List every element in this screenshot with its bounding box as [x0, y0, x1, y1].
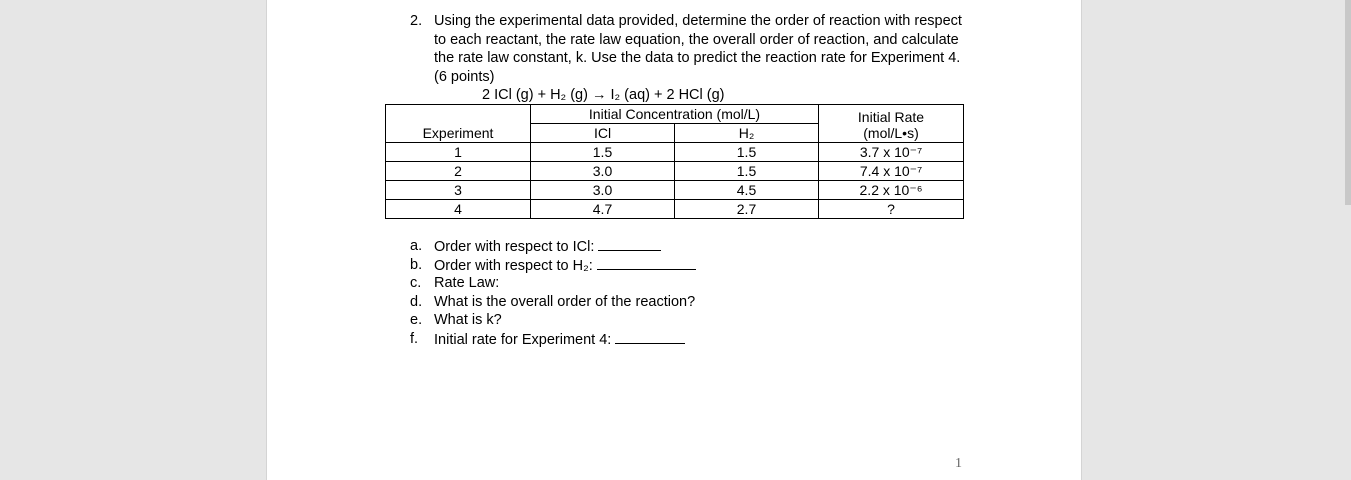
cell-icl: 3.0 — [531, 181, 675, 200]
table-row — [386, 162, 964, 181]
part-text: What is the overall order of the reaction? — [434, 293, 696, 310]
table-header-row — [386, 105, 964, 124]
part-letter: a. — [410, 238, 423, 254]
question-text: Using the experimental data provided, determine the order of reaction with respect to each reactant, the rate law equation, the overall order of reaction, and calculate the rate law constant, k. Use the data to predict the reaction rate for Experiment 4. (6 points) — [434, 13, 962, 85]
answer-blank-b[interactable] — [597, 256, 696, 270]
table-row — [386, 200, 964, 219]
table-row — [386, 181, 964, 200]
cell-experiment: 2 — [386, 162, 531, 181]
part-letter: d. — [410, 293, 423, 310]
cell-h2: 1.5 — [675, 162, 819, 181]
part-letter: c. — [410, 275, 422, 291]
cell-icl: 3.0 — [531, 162, 675, 181]
header-h2: H₂ — [675, 124, 819, 143]
cell-icl: 4.7 — [531, 200, 675, 219]
data-table — [385, 104, 964, 219]
document-page — [266, 0, 1082, 480]
answer-blank-a[interactable] — [598, 237, 661, 251]
cell-h2: 1.5 — [675, 143, 819, 162]
cell-rate: 7.4 x 10⁻⁷ — [819, 162, 964, 181]
part-text: Initial rate for Experiment 4: — [434, 331, 612, 348]
cell-icl: 1.5 — [531, 143, 675, 162]
vertical-scrollbar[interactable] — [1345, 0, 1351, 205]
cell-h2: 2.7 — [675, 200, 819, 219]
reaction-equation: 2 ICl (g) + H₂ (g) → I₂ (aq) + 2 HCl (g) — [482, 87, 725, 103]
cell-rate: 3.7 x 10⁻⁷ — [819, 143, 964, 162]
part-text: What is k? — [434, 312, 502, 328]
part-letter: b. — [410, 256, 423, 273]
header-initial-rate — [819, 105, 964, 143]
cell-rate: 2.2 x 10⁻⁶ — [819, 181, 964, 200]
header-experiment: Experiment — [386, 105, 531, 143]
part-text: Rate Law: — [434, 275, 500, 291]
cell-experiment: 3 — [386, 181, 531, 200]
page-number: 1 — [955, 456, 962, 471]
cell-experiment: 1 — [386, 143, 531, 162]
header-initial-concentration: Initial Concentration (mol/L) — [531, 105, 819, 124]
part-letter: f. — [410, 330, 419, 347]
header-rate-line2: (mol/L•s) — [863, 125, 919, 141]
part-text: Order with respect to ICl: — [434, 239, 595, 255]
table-row — [386, 143, 964, 162]
part-text: Order with respect to H₂: — [434, 257, 593, 274]
header-rate-line1: Initial Rate — [857, 109, 925, 125]
answer-blank-f[interactable] — [615, 330, 685, 344]
cell-h2: 4.5 — [675, 181, 819, 200]
cell-rate: ? — [819, 200, 964, 219]
cell-experiment: 4 — [386, 200, 531, 219]
question-number: 2. — [410, 13, 423, 29]
header-icl: ICl — [531, 124, 675, 143]
part-letter: e. — [410, 312, 423, 328]
